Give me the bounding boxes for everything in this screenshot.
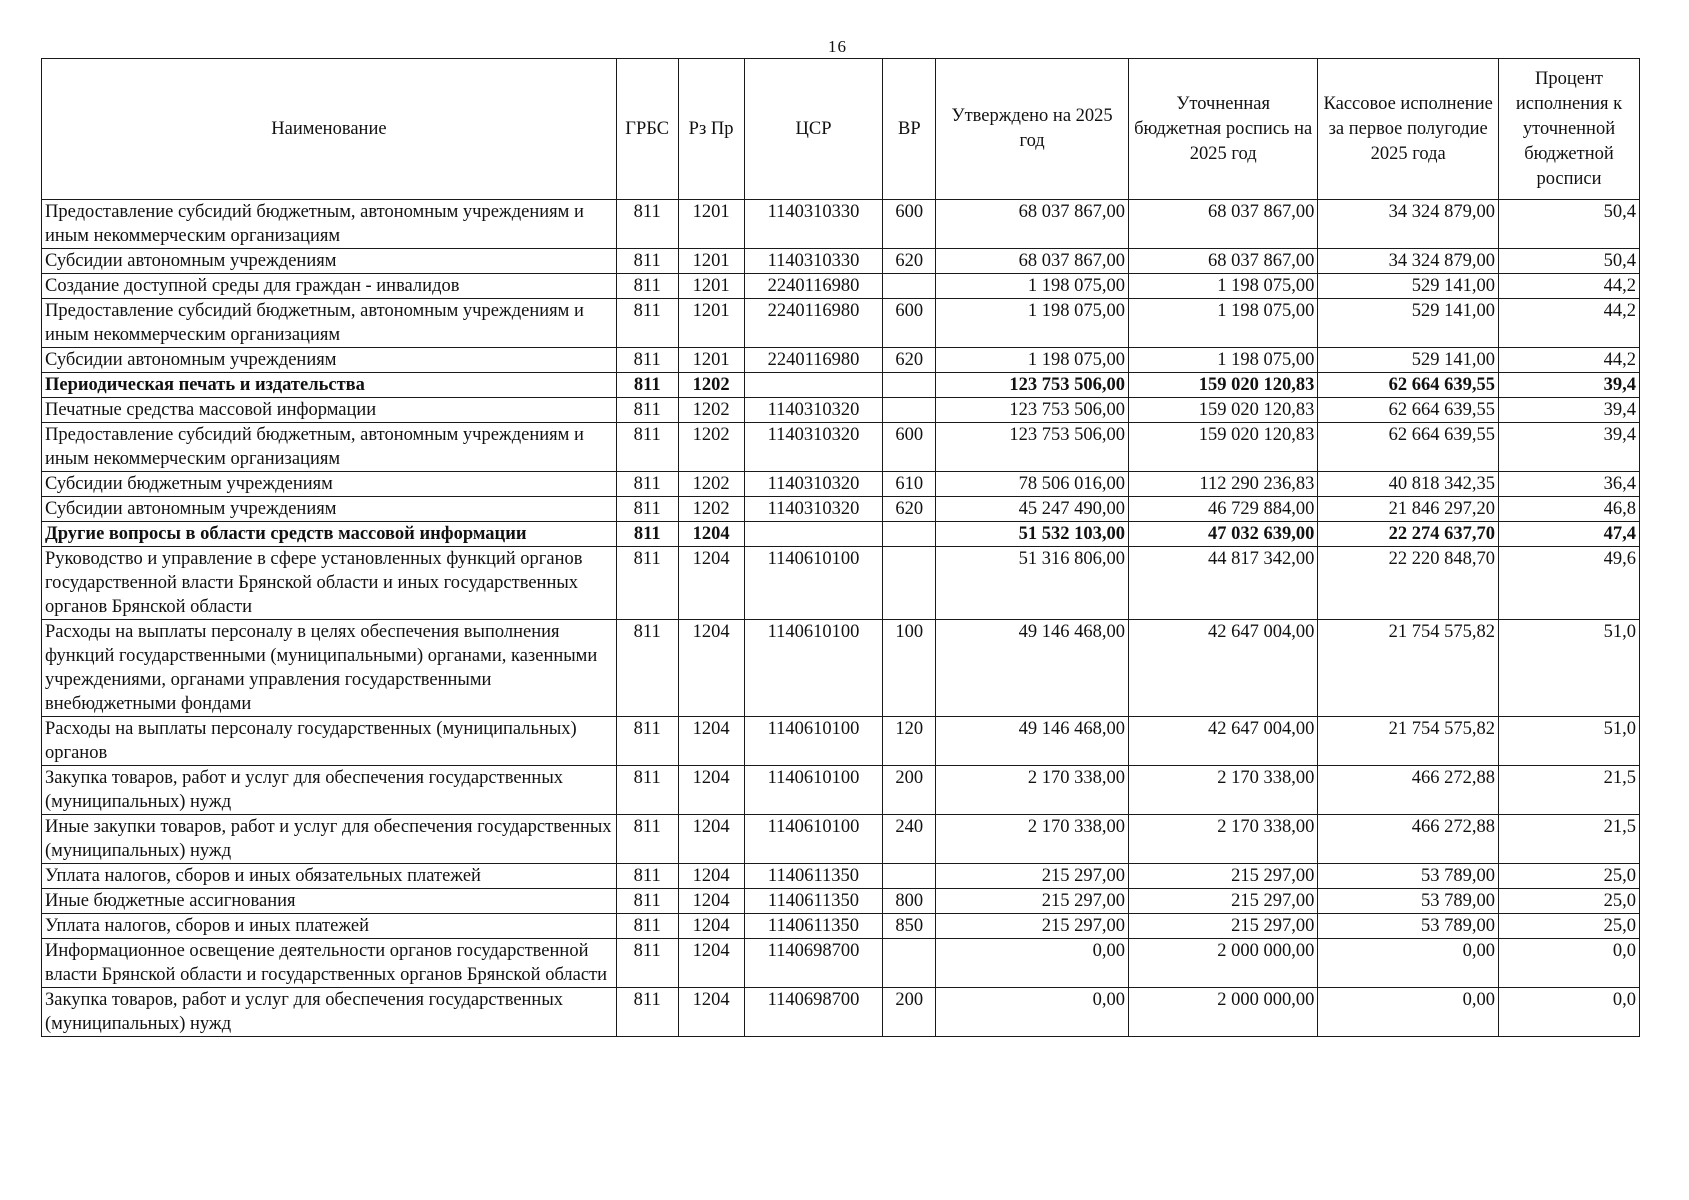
cell-grbs: 811	[616, 914, 678, 939]
cell-cash: 53 789,00	[1318, 914, 1499, 939]
cell-vr: 620	[883, 348, 936, 373]
cell-name: Периодическая печать и издательства	[42, 373, 617, 398]
cell-approved: 215 297,00	[936, 914, 1129, 939]
header-vr: ВР	[883, 59, 936, 200]
cell-percent: 47,4	[1498, 522, 1639, 547]
cell-rzpr: 1204	[678, 815, 744, 864]
cell-csr: 1140310330	[744, 200, 883, 249]
cell-approved: 123 753 506,00	[936, 423, 1129, 472]
cell-approved: 1 198 075,00	[936, 274, 1129, 299]
cell-percent: 50,4	[1498, 249, 1639, 274]
table-row	[42, 717, 1640, 766]
cell-csr: 1140310320	[744, 423, 883, 472]
table-row	[42, 620, 1640, 717]
cell-csr: 1140610100	[744, 717, 883, 766]
cell-vr: 600	[883, 200, 936, 249]
cell-name: Предоставление субсидий бюджетным, автономным учреждениям и иным некоммерческим организациям	[42, 423, 617, 472]
cell-name: Иные бюджетные ассигнования	[42, 889, 617, 914]
cell-name: Иные закупки товаров, работ и услуг для обеспечения государственных (муниципальных) нужд	[42, 815, 617, 864]
header-rzpr: Рз Пр	[678, 59, 744, 200]
cell-refined: 215 297,00	[1128, 914, 1317, 939]
cell-percent: 46,8	[1498, 497, 1639, 522]
cell-vr	[883, 373, 936, 398]
cell-csr: 1140610100	[744, 620, 883, 717]
cell-rzpr: 1201	[678, 249, 744, 274]
cell-vr: 800	[883, 889, 936, 914]
cell-percent: 21,5	[1498, 815, 1639, 864]
cell-rzpr: 1201	[678, 274, 744, 299]
cell-grbs: 811	[616, 889, 678, 914]
cell-percent: 51,0	[1498, 717, 1639, 766]
table-body	[42, 200, 1640, 1037]
cell-refined: 1 198 075,00	[1128, 348, 1317, 373]
table-row	[42, 249, 1640, 274]
cell-approved: 1 198 075,00	[936, 299, 1129, 348]
cell-name: Субсидии автономным учреждениям	[42, 497, 617, 522]
cell-refined: 47 032 639,00	[1128, 522, 1317, 547]
cell-cash: 0,00	[1318, 988, 1499, 1037]
cell-refined: 1 198 075,00	[1128, 299, 1317, 348]
table-row	[42, 497, 1640, 522]
cell-refined: 46 729 884,00	[1128, 497, 1317, 522]
cell-percent: 44,2	[1498, 274, 1639, 299]
cell-vr: 200	[883, 766, 936, 815]
table-row	[42, 864, 1640, 889]
cell-cash: 21 754 575,82	[1318, 717, 1499, 766]
table-row	[42, 274, 1640, 299]
cell-vr	[883, 939, 936, 988]
header-name: Наименование	[42, 59, 617, 200]
cell-cash: 40 818 342,35	[1318, 472, 1499, 497]
cell-approved: 51 532 103,00	[936, 522, 1129, 547]
cell-rzpr: 1204	[678, 889, 744, 914]
cell-vr: 240	[883, 815, 936, 864]
cell-grbs: 811	[616, 766, 678, 815]
cell-rzpr: 1204	[678, 766, 744, 815]
cell-approved: 78 506 016,00	[936, 472, 1129, 497]
cell-name: Уплата налогов, сборов и иных обязательных платежей	[42, 864, 617, 889]
cell-refined: 159 020 120,83	[1128, 423, 1317, 472]
table-row	[42, 348, 1640, 373]
cell-grbs: 811	[616, 299, 678, 348]
cell-grbs: 811	[616, 717, 678, 766]
cell-name: Закупка товаров, работ и услуг для обеспечения государственных (муниципальных) нужд	[42, 988, 617, 1037]
cell-cash: 34 324 879,00	[1318, 249, 1499, 274]
cell-name: Субсидии автономным учреждениям	[42, 249, 617, 274]
cell-name: Расходы на выплаты персоналу государственных (муниципальных) органов	[42, 717, 617, 766]
cell-rzpr: 1202	[678, 423, 744, 472]
table-row	[42, 200, 1640, 249]
cell-cash: 22 220 848,70	[1318, 547, 1499, 620]
cell-csr: 1140310320	[744, 472, 883, 497]
cell-refined: 215 297,00	[1128, 889, 1317, 914]
cell-cash: 62 664 639,55	[1318, 373, 1499, 398]
cell-refined: 44 817 342,00	[1128, 547, 1317, 620]
cell-csr: 2240116980	[744, 274, 883, 299]
cell-refined: 2 000 000,00	[1128, 988, 1317, 1037]
cell-rzpr: 1202	[678, 373, 744, 398]
cell-percent: 0,0	[1498, 988, 1639, 1037]
cell-rzpr: 1201	[678, 200, 744, 249]
cell-name: Создание доступной среды для граждан - инвалидов	[42, 274, 617, 299]
table-row	[42, 815, 1640, 864]
cell-vr: 610	[883, 472, 936, 497]
cell-name: Руководство и управление в сфере установленных функций органов государственной власти Брянской области и иных государственных органов Брянской области	[42, 547, 617, 620]
cell-percent: 39,4	[1498, 423, 1639, 472]
cell-name: Печатные средства массовой информации	[42, 398, 617, 423]
table-row	[42, 766, 1640, 815]
table-row	[42, 889, 1640, 914]
cell-grbs: 811	[616, 939, 678, 988]
cell-cash: 466 272,88	[1318, 766, 1499, 815]
cell-rzpr: 1204	[678, 547, 744, 620]
cell-refined: 68 037 867,00	[1128, 200, 1317, 249]
cell-approved: 123 753 506,00	[936, 398, 1129, 423]
cell-refined: 42 647 004,00	[1128, 717, 1317, 766]
cell-name: Закупка товаров, работ и услуг для обеспечения государственных (муниципальных) нужд	[42, 766, 617, 815]
cell-csr: 1140310320	[744, 398, 883, 423]
cell-name: Информационное освещение деятельности органов государственной власти Брянской области и государственных органов Брянской области	[42, 939, 617, 988]
cell-percent: 50,4	[1498, 200, 1639, 249]
cell-refined: 2 000 000,00	[1128, 939, 1317, 988]
table-row	[42, 522, 1640, 547]
cell-refined: 159 020 120,83	[1128, 398, 1317, 423]
cell-rzpr: 1204	[678, 620, 744, 717]
header-cash: Кассовое исполнение за первое полугодие 2025 года	[1318, 59, 1499, 200]
cell-percent: 0,0	[1498, 939, 1639, 988]
cell-grbs: 811	[616, 200, 678, 249]
cell-cash: 529 141,00	[1318, 348, 1499, 373]
cell-grbs: 811	[616, 497, 678, 522]
cell-grbs: 811	[616, 274, 678, 299]
header-csr: ЦСР	[744, 59, 883, 200]
cell-grbs: 811	[616, 864, 678, 889]
cell-cash: 62 664 639,55	[1318, 398, 1499, 423]
cell-percent: 36,4	[1498, 472, 1639, 497]
cell-csr	[744, 373, 883, 398]
cell-approved: 2 170 338,00	[936, 815, 1129, 864]
cell-refined: 42 647 004,00	[1128, 620, 1317, 717]
cell-percent: 44,2	[1498, 348, 1639, 373]
cell-grbs: 811	[616, 815, 678, 864]
cell-refined: 2 170 338,00	[1128, 766, 1317, 815]
cell-csr: 1140698700	[744, 988, 883, 1037]
cell-rzpr: 1201	[678, 299, 744, 348]
cell-csr: 1140610100	[744, 815, 883, 864]
cell-csr: 1140310330	[744, 249, 883, 274]
cell-approved: 123 753 506,00	[936, 373, 1129, 398]
cell-grbs: 811	[616, 472, 678, 497]
cell-name: Уплата налогов, сборов и иных платежей	[42, 914, 617, 939]
cell-csr: 1140610100	[744, 547, 883, 620]
cell-vr	[883, 274, 936, 299]
cell-name: Субсидии автономным учреждениям	[42, 348, 617, 373]
cell-vr: 620	[883, 249, 936, 274]
cell-grbs: 811	[616, 988, 678, 1037]
cell-cash: 53 789,00	[1318, 864, 1499, 889]
cell-approved: 45 247 490,00	[936, 497, 1129, 522]
cell-grbs: 811	[616, 522, 678, 547]
cell-vr	[883, 522, 936, 547]
cell-approved: 2 170 338,00	[936, 766, 1129, 815]
cell-csr: 1140610100	[744, 766, 883, 815]
cell-approved: 0,00	[936, 939, 1129, 988]
budget-table	[41, 58, 1640, 1037]
cell-name: Субсидии бюджетным учреждениям	[42, 472, 617, 497]
cell-csr: 1140611350	[744, 864, 883, 889]
table-row	[42, 398, 1640, 423]
cell-refined: 112 290 236,83	[1128, 472, 1317, 497]
cell-rzpr: 1204	[678, 864, 744, 889]
table-row	[42, 472, 1640, 497]
cell-approved: 1 198 075,00	[936, 348, 1129, 373]
cell-csr: 1140611350	[744, 889, 883, 914]
cell-refined: 2 170 338,00	[1128, 815, 1317, 864]
cell-name: Другие вопросы в области средств массовой информации	[42, 522, 617, 547]
cell-cash: 21 754 575,82	[1318, 620, 1499, 717]
cell-cash: 34 324 879,00	[1318, 200, 1499, 249]
cell-rzpr: 1204	[678, 522, 744, 547]
cell-csr: 2240116980	[744, 299, 883, 348]
cell-cash: 21 846 297,20	[1318, 497, 1499, 522]
cell-name: Расходы на выплаты персоналу в целях обеспечения выполнения функций государственными (муниципальными) органами, казенными учреждениями, органами управления государственными внебюджетными фондами	[42, 620, 617, 717]
cell-refined: 159 020 120,83	[1128, 373, 1317, 398]
cell-name: Предоставление субсидий бюджетным, автономным учреждениям и иным некоммерческим организациям	[42, 299, 617, 348]
cell-cash: 62 664 639,55	[1318, 423, 1499, 472]
header-grbs: ГРБС	[616, 59, 678, 200]
cell-vr: 600	[883, 299, 936, 348]
cell-grbs: 811	[616, 348, 678, 373]
cell-vr: 600	[883, 423, 936, 472]
cell-vr	[883, 864, 936, 889]
cell-name: Предоставление субсидий бюджетным, автономным учреждениям и иным некоммерческим организациям	[42, 200, 617, 249]
cell-percent: 39,4	[1498, 398, 1639, 423]
cell-vr: 100	[883, 620, 936, 717]
cell-cash: 466 272,88	[1318, 815, 1499, 864]
cell-approved: 0,00	[936, 988, 1129, 1037]
cell-vr	[883, 547, 936, 620]
cell-vr: 620	[883, 497, 936, 522]
cell-cash: 529 141,00	[1318, 274, 1499, 299]
cell-grbs: 811	[616, 373, 678, 398]
cell-rzpr: 1204	[678, 939, 744, 988]
cell-percent: 25,0	[1498, 889, 1639, 914]
cell-grbs: 811	[616, 249, 678, 274]
table-row	[42, 299, 1640, 348]
cell-cash: 22 274 637,70	[1318, 522, 1499, 547]
cell-rzpr: 1204	[678, 717, 744, 766]
cell-rzpr: 1202	[678, 472, 744, 497]
cell-rzpr: 1204	[678, 914, 744, 939]
cell-percent: 21,5	[1498, 766, 1639, 815]
cell-refined: 68 037 867,00	[1128, 249, 1317, 274]
cell-refined: 1 198 075,00	[1128, 274, 1317, 299]
table-row	[42, 423, 1640, 472]
cell-approved: 215 297,00	[936, 864, 1129, 889]
cell-grbs: 811	[616, 547, 678, 620]
cell-percent: 39,4	[1498, 373, 1639, 398]
cell-vr: 200	[883, 988, 936, 1037]
table-row	[42, 914, 1640, 939]
cell-grbs: 811	[616, 398, 678, 423]
cell-approved: 49 146 468,00	[936, 717, 1129, 766]
cell-percent: 49,6	[1498, 547, 1639, 620]
cell-vr: 120	[883, 717, 936, 766]
cell-percent: 25,0	[1498, 864, 1639, 889]
cell-cash: 0,00	[1318, 939, 1499, 988]
cell-approved: 215 297,00	[936, 889, 1129, 914]
header-percent: Процент исполнения к уточненной бюджетной росписи	[1498, 59, 1639, 200]
cell-percent: 51,0	[1498, 620, 1639, 717]
cell-approved: 51 316 806,00	[936, 547, 1129, 620]
cell-cash: 529 141,00	[1318, 299, 1499, 348]
cell-percent: 44,2	[1498, 299, 1639, 348]
cell-approved: 49 146 468,00	[936, 620, 1129, 717]
cell-csr: 1140611350	[744, 914, 883, 939]
cell-vr	[883, 398, 936, 423]
table-row	[42, 939, 1640, 988]
cell-grbs: 811	[616, 423, 678, 472]
cell-rzpr: 1202	[678, 398, 744, 423]
cell-approved: 68 037 867,00	[936, 200, 1129, 249]
cell-csr: 2240116980	[744, 348, 883, 373]
cell-rzpr: 1202	[678, 497, 744, 522]
header-row	[42, 59, 1640, 200]
table-row	[42, 988, 1640, 1037]
cell-csr: 1140698700	[744, 939, 883, 988]
cell-refined: 215 297,00	[1128, 864, 1317, 889]
cell-rzpr: 1201	[678, 348, 744, 373]
cell-percent: 25,0	[1498, 914, 1639, 939]
cell-csr: 1140310320	[744, 497, 883, 522]
header-refined: Уточненная бюджетная роспись на 2025 год	[1128, 59, 1317, 200]
table-row	[42, 373, 1640, 398]
cell-csr	[744, 522, 883, 547]
cell-grbs: 811	[616, 620, 678, 717]
cell-cash: 53 789,00	[1318, 889, 1499, 914]
cell-rzpr: 1204	[678, 988, 744, 1037]
cell-vr: 850	[883, 914, 936, 939]
cell-approved: 68 037 867,00	[936, 249, 1129, 274]
page-number: 16	[828, 37, 847, 56]
header-approved: Утверждено на 2025 год	[936, 59, 1129, 200]
table-row	[42, 547, 1640, 620]
